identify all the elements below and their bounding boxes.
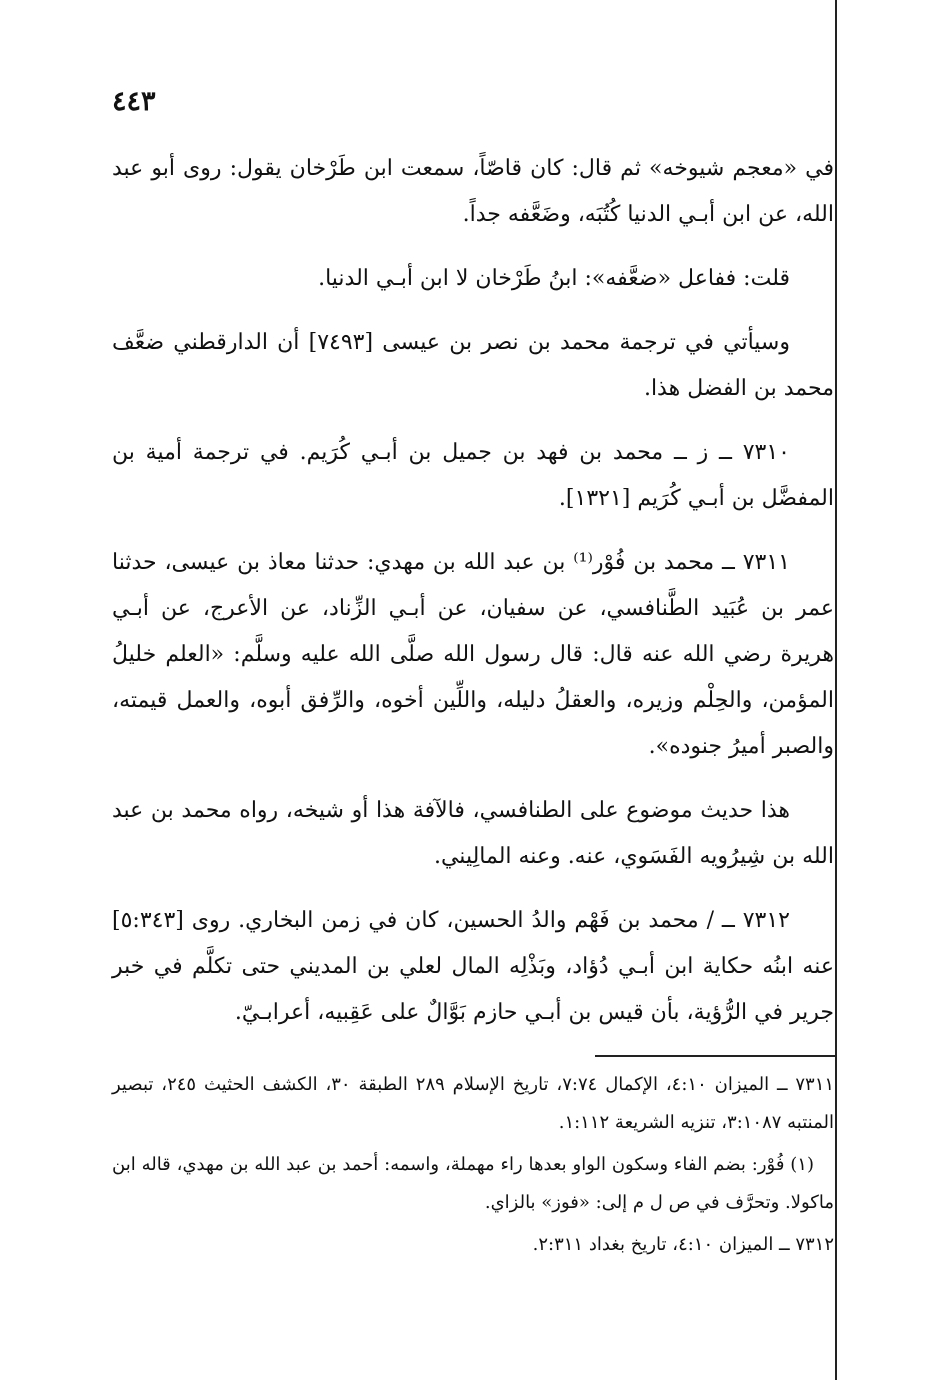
entry-7310: ٧٣١٠ ــ ز ــ محمد بن فهد بن جميل بن أبـي كُرَيم. في ترجمة أمية بن المفضَّل بن أبـي كُرَيم [١٣٢١].: [112, 440, 834, 511]
footnote-1: (١) فُوْر: بضم الفاء وسكون الواو بعدها راء مهملة، واسمه: أحمد بن عبد الله بن مهدي، قاله ابن ماكولا. وتحرَّف في ص ل م إلى: «فوز» بالزاي.: [112, 1154, 834, 1213]
paragraph-1: في «معجم شيوخه» ثم قال: كان قاصّاً، سمعت ابن طَرْخان يقول: روى أبو عبد الله، عن ابن أبـي الدنيا كُتُبَه، وضَعَّفه جداً.: [112, 156, 834, 227]
paragraph-2: قلت: ففاعل «ضعَّفه»: ابنُ طَرْخان لا ابن أبـي الدنيا.: [318, 266, 790, 291]
main-text: [112, 146, 834, 1054]
footnote-separator: [595, 1055, 835, 1057]
gutter-line: [835, 0, 837, 1380]
footnote-7311: ٧٣١١ ــ الميزان ٤:١٠، الإكمال ٧:٧٤، تاريخ الإسلام ٢٨٩ الطبقة ٣٠، الكشف الحثيث ٢٤٥، تبصير المنتبه ٣:١٠٨٧، تنزيه الشريعة ١:١١٢.: [112, 1074, 835, 1133]
entry-7311: ٧٣١١ ــ محمد بن فُوْر⁽¹⁾ بن عبد الله بن مهدي: حدثنا معاذ بن عيسى، حدثنا عمر بن عُبَيد الطَّنافسي، عن سفيان، عن أبـي الزِّناد، عن الأعرج، عن أبـي هريرة رضي الله عنه قال: قال رسول الله صلَّى الله عليه وسلَّم: «العلم خليلُ المؤمن، والحِلْم وزيره، والعقلُ دليله، واللِّين أخوه، والرِّفق أبوه، والعمل قيمته، والصبر أميرُ جنوده».: [112, 550, 834, 759]
page-number: ٤٤٣: [112, 86, 156, 117]
entry-7312: ٧٣١٢ ــ / محمد بن فَهْم والدُ الحسين، كان في زمن البخاري. روى [٥:٣٤٣] عنه ابنُه حكاية ابن أبـي دُؤاد، وبَذْلِه المال لعلي بن المديني حتى تكلَّم في خبر جرير في الرُّؤية، بأن قيس بن أبـي حازم بَوَّالٌ على عَقِبيه، أعرابـيّ.: [112, 908, 834, 1025]
paragraph-3: وسيأتي في ترجمة محمد بن نصر بن عيسى [٧٤٩٣] أن الدارقطني ضعَّف محمد بن الفضل هذا.: [112, 330, 834, 401]
footnote-7312: ٧٣١٢ ــ الميزان ٤:١٠، تاريخ بغداد ٢:٣١١.: [532, 1234, 834, 1255]
paragraph-commentary: هذا حديث موضوع على الطنافسي، فالآفة هذا أو شيخه، رواه محمد بن عبد الله بن شِيرُويه الفَسَوي، عنه. وعنه المالِيني.: [112, 798, 834, 869]
footnotes: [112, 1066, 834, 1268]
